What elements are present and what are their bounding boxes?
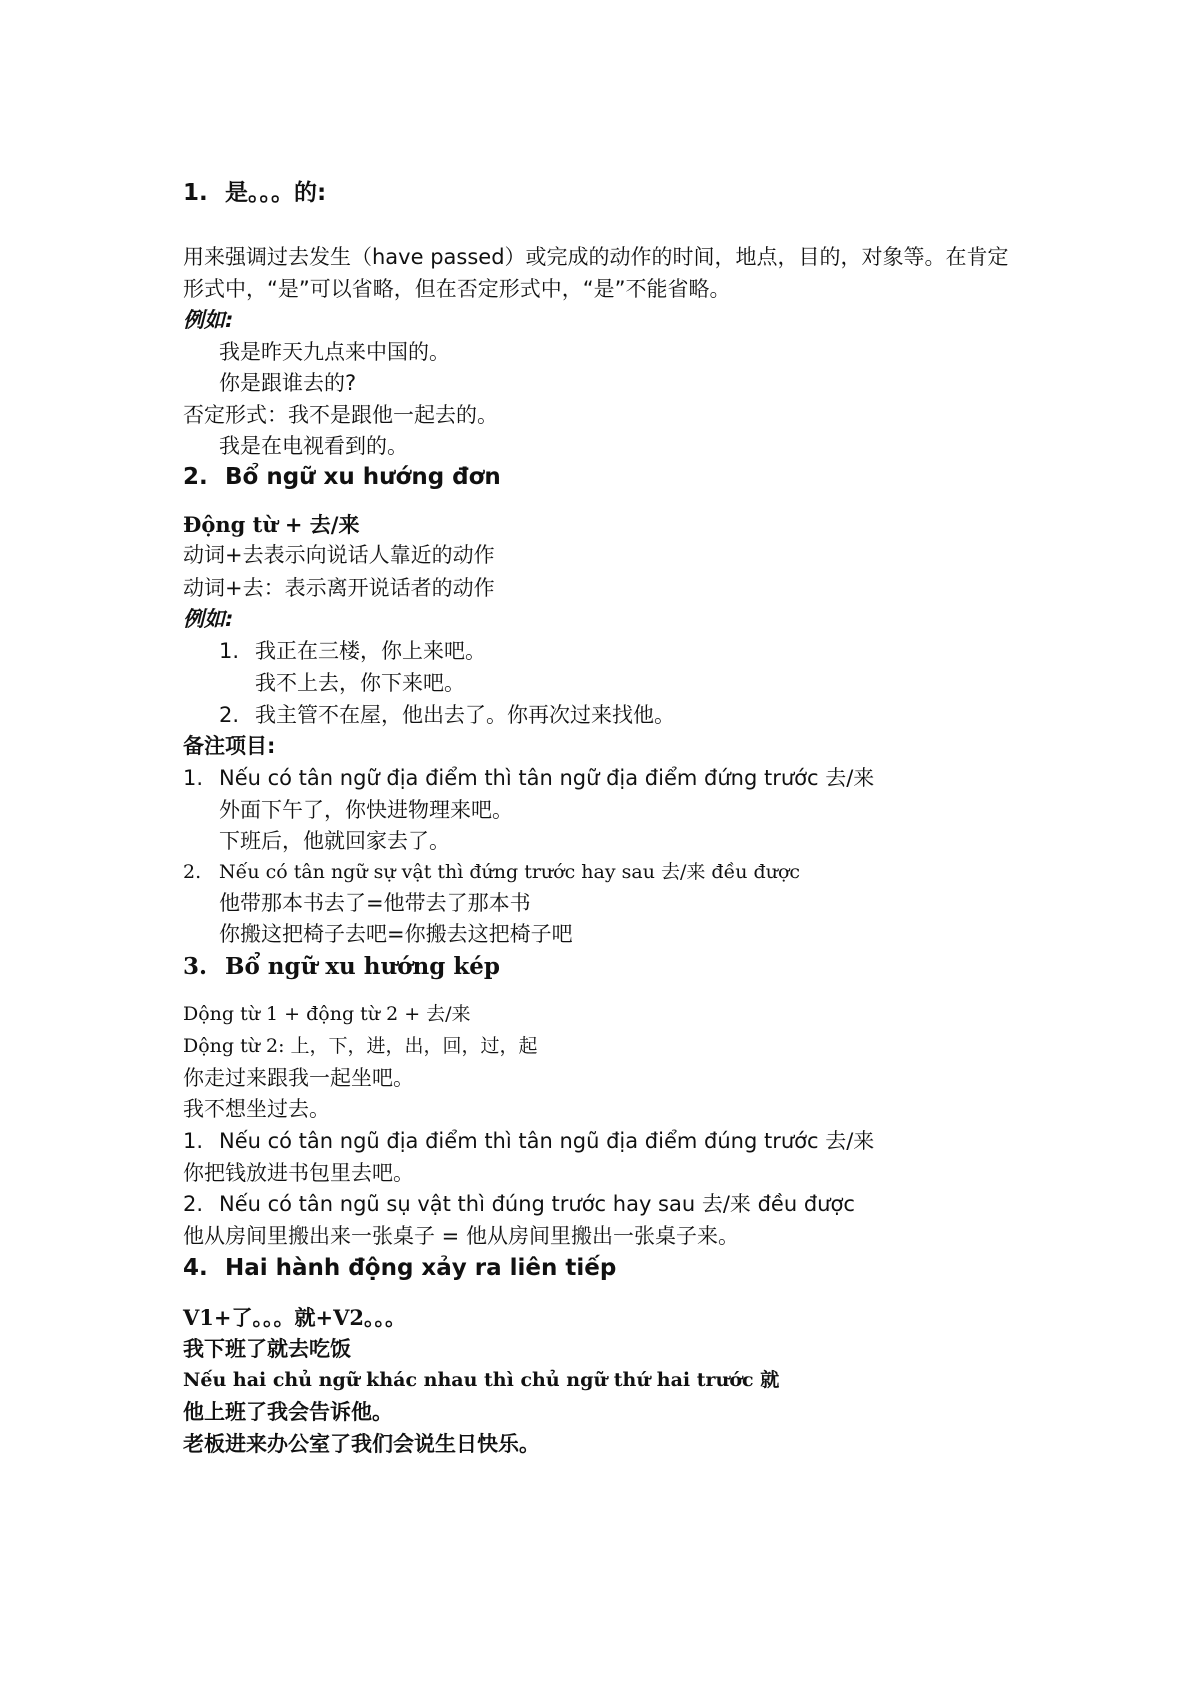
example-line: 我不上去，你下来吧。 [255, 671, 465, 695]
example-line: 我下班了就去吃饭 [183, 1337, 351, 1361]
paragraph-line: 形式中，“是”可以省略，但在否定形式中，“是”不能省略。 [183, 277, 731, 301]
example-line: 你是跟谁去的? [219, 371, 357, 395]
example-line: 外面下午了，你快进物理来吧。 [219, 798, 513, 822]
list-number: 1. [183, 766, 204, 790]
example-line [219, 637, 486, 665]
example-line: 我是在电视看到的。 [219, 434, 408, 458]
example-line: 你搬这把椅子去吧=你搬去这把椅子吧 [219, 922, 573, 946]
example-line: 下班后，他就回家去了。 [219, 829, 450, 853]
note-line [183, 764, 874, 792]
verb-list-line: Dộng từ 2: 上，下，进，出，回，过，起 [183, 1035, 538, 1057]
example-text: 我主管不在屋，他出去了。你再次过来找他。 [255, 703, 675, 727]
list-number: 2. [183, 1192, 204, 1216]
example-line: 你把钱放进书包里去吧。 [183, 1161, 414, 1185]
rule-line: 动词+去表示向说话人靠近的动作 [183, 543, 495, 567]
notes-label: 备注项目: [183, 734, 276, 758]
section-3-heading [183, 952, 500, 982]
negative-form-line: 否定形式：我不是跟他一起去的。 [183, 403, 498, 427]
example-line: 你走过来跟我一起坐吧。 [183, 1066, 414, 1090]
section-title: Bổ ngữ xu hướng đơn [225, 464, 501, 490]
note-text: Nếu có tân ngũ sụ vật thì đúng trước hay sau 去/来 đều được [219, 1192, 855, 1216]
note-line [183, 1190, 855, 1218]
section-4-heading [183, 1253, 616, 1283]
section-title: 是。。。的: [225, 180, 327, 206]
section-2-heading [183, 462, 501, 492]
list-number: 1. [183, 1129, 204, 1153]
section-title: Bổ ngữ xu hướng kép [225, 953, 501, 980]
note-line [183, 858, 800, 886]
section-number: 3. [183, 953, 208, 980]
list-number: 2. [183, 861, 202, 883]
note-text: Nếu có tân ngữ sự vật thì đứng trước hay sau 去/来 đều được [219, 861, 801, 883]
example-line: 我不想坐过去。 [183, 1097, 330, 1121]
example-line: 老板进来办公室了我们会说生日快乐。 [183, 1432, 540, 1456]
section-number: 4. [183, 1255, 208, 1281]
rule-line: Nếu hai chủ ngữ khác nhau thì chủ ngữ thứ hai trước 就 [183, 1369, 780, 1391]
example-line [219, 701, 675, 729]
section-number: 2. [183, 464, 208, 490]
section-1-heading [183, 178, 326, 208]
example-label: 例如: [183, 607, 234, 631]
formula-line: Động từ + 去/来 [183, 512, 360, 537]
example-text: 我正在三楼，你上来吧。 [255, 639, 486, 663]
example-line: 他从房间里搬出来一张桌子 = 他从房间里搬出一张桌子来。 [183, 1224, 739, 1248]
example-line: 他带那本书去了=他带去了那本书 [219, 891, 531, 915]
paragraph-line: 用来强调过去发生（have passed）或完成的动作的时间，地点，目的，对象等。在肯定 [183, 245, 1009, 269]
note-text: Nếu có tân ngũ địa điểm thì tân ngũ địa điểm đúng trước 去/来 [219, 1129, 875, 1153]
section-number: 1. [183, 180, 208, 206]
list-number: 2. [219, 703, 240, 727]
example-label: 例如: [183, 308, 234, 332]
rule-line: 动词+去：表示离开说话者的动作 [183, 576, 495, 600]
example-line: 我是昨天九点来中国的。 [219, 340, 450, 364]
formula-line: V1+了。。。就+V2。。。 [183, 1305, 407, 1330]
example-line: 他上班了我会告诉他。 [183, 1400, 393, 1424]
list-number: 1. [219, 639, 240, 663]
note-line [183, 1127, 874, 1155]
note-text: Nếu có tân ngữ địa điểm thì tân ngữ địa điểm đứng trước 去/来 [219, 766, 875, 790]
formula-line: Dộng từ 1 + động từ 2 + 去/来 [183, 1003, 471, 1025]
section-title: Hai hành động xảy ra liên tiếp [225, 1255, 617, 1281]
